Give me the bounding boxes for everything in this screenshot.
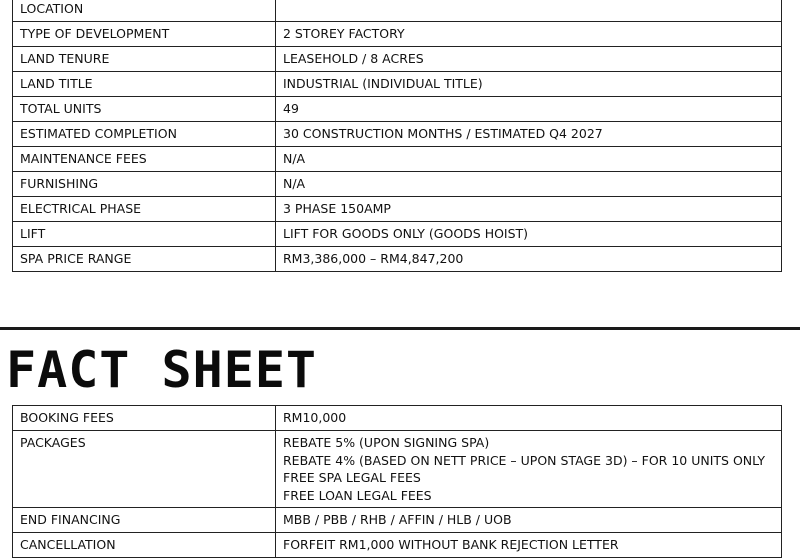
row-label: PACKAGES [13, 431, 276, 508]
table-row-furnishing [13, 172, 782, 197]
row-label: FURNISHING [13, 172, 276, 197]
table-row-total-units [13, 97, 782, 122]
row-label: END FINANCING [13, 508, 276, 533]
row-label: ELECTRICAL PHASE [13, 197, 276, 222]
package-line: FREE SPA LEGAL FEES [283, 470, 421, 485]
row-value: 2 STOREY FACTORY [276, 22, 782, 47]
row-label: TYPE OF DEVELOPMENT [13, 22, 276, 47]
row-value [276, 0, 782, 22]
table-row-maintenance-fees [13, 147, 782, 172]
table-row-estimated-completion [13, 122, 782, 147]
row-value: INDUSTRIAL (INDIVIDUAL TITLE) [276, 72, 782, 97]
table-row-packages [13, 431, 782, 508]
table-row-land-title [13, 72, 782, 97]
table-row-cancellation [13, 533, 782, 558]
row-value: 49 [276, 97, 782, 122]
row-value: RM3,386,000 – RM4,847,200 [276, 247, 782, 272]
row-value: RM10,000 [276, 406, 782, 431]
packages-value [276, 431, 782, 508]
row-value: FORFEIT RM1,000 WITHOUT BANK REJECTION LETTER [276, 533, 782, 558]
package-line: FREE LOAN LEGAL FEES [283, 487, 432, 503]
row-value: MBB / PBB / RHB / AFFIN / HLB / UOB [276, 508, 782, 533]
table-row-type-of-development [13, 22, 782, 47]
section-divider [0, 327, 800, 330]
row-value: N/A [276, 147, 782, 172]
property-details-table [12, 0, 782, 272]
table-row-land-tenure [13, 47, 782, 72]
row-label: CANCELLATION [13, 533, 276, 558]
row-label: SPA PRICE RANGE [13, 247, 276, 272]
table-row-booking-fees [13, 406, 782, 431]
row-label: LAND TENURE [13, 47, 276, 72]
fact-sheet-title: FACT SHEET [6, 341, 318, 399]
row-label: ESTIMATED COMPLETION [13, 122, 276, 147]
package-line: REBATE 5% (UPON SIGNING SPA) [283, 435, 490, 450]
row-label: TOTAL UNITS [13, 97, 276, 122]
row-value: 30 CONSTRUCTION MONTHS / ESTIMATED Q4 2027 [276, 122, 782, 147]
table-row-location [13, 0, 782, 22]
row-label: BOOKING FEES [13, 406, 276, 431]
row-value: N/A [276, 172, 782, 197]
row-value: LEASEHOLD / 8 ACRES [276, 47, 782, 72]
row-value: 3 PHASE 150AMP [276, 197, 782, 222]
row-label: MAINTENANCE FEES [13, 147, 276, 172]
table-row-lift [13, 222, 782, 247]
table-row-electrical-phase [13, 197, 782, 222]
row-value: LIFT FOR GOODS ONLY (GOODS HOIST) [276, 222, 782, 247]
row-label: LAND TITLE [13, 72, 276, 97]
row-label: LIFT [13, 222, 276, 247]
table-row-end-financing [13, 508, 782, 533]
row-label: LOCATION [13, 0, 276, 22]
package-line: REBATE 4% (BASED ON NETT PRICE – UPON STAGE 3D) – FOR 10 UNITS ONLY [283, 452, 766, 468]
table-row-spa-price-range [13, 247, 782, 272]
fact-sheet-table [12, 405, 782, 558]
